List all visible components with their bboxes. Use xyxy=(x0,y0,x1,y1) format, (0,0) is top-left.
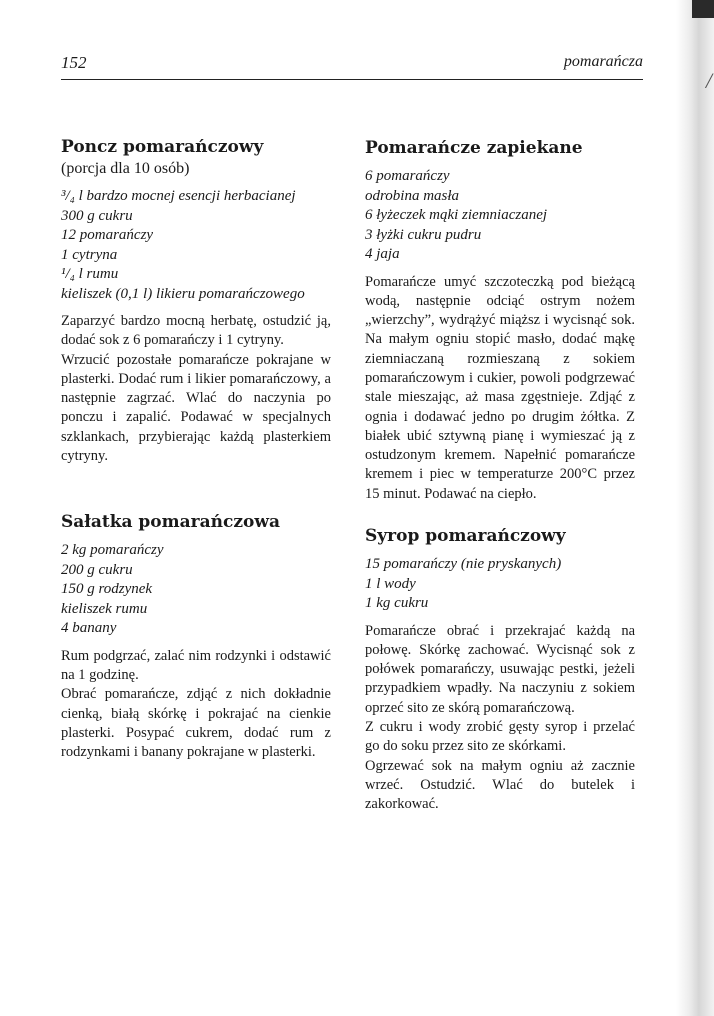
instruction-paragraph: Zaparzyć bardzo mocną herbatę, ostudzić ją, dodać sok z 6 pomarańczy i 1 cytryny. xyxy=(61,313,331,349)
ingredient-item: 200 g cukru xyxy=(61,561,133,578)
ingredient-item: 150 g rodzynek xyxy=(61,581,153,598)
recipe-title: Pomarańcze zapiekane xyxy=(365,138,583,158)
left-column xyxy=(61,137,331,763)
ingredient-list xyxy=(61,187,331,304)
recipe-instructions xyxy=(365,622,635,815)
instruction-paragraph: Rum podgrzać, zalać nim rodzynki i odstawić na 1 godzinę. xyxy=(61,647,331,684)
recipe-instructions xyxy=(365,273,635,505)
ingredient-item: ¹/₄ l rumu xyxy=(61,266,119,282)
recipe-poncz xyxy=(61,137,331,466)
page-header xyxy=(61,53,643,80)
page-number: 152 xyxy=(61,53,87,72)
ingredient-item: 4 banany xyxy=(61,620,117,637)
ingredient-item: 300 g cukru xyxy=(61,207,133,224)
ingredient-item: 3 łyżki cukru pudru xyxy=(365,226,482,243)
recipe-title: Sałatka pomarańczowa xyxy=(61,512,280,533)
recipe-pomarancze-zapiekane xyxy=(365,138,635,504)
recipe-salatka xyxy=(61,512,331,762)
recipe-instructions xyxy=(61,312,331,466)
recipe-syrop xyxy=(365,526,635,814)
ingredient-item: kieliszek (0,1 l) likieru pomarańczowego xyxy=(61,285,305,302)
ingredient-item: 1 l wody xyxy=(365,575,416,592)
ingredient-item: ³/₄ l bardzo mocnej esencji herbacianej xyxy=(61,188,296,204)
ingredient-item: 15 pomarańczy (nie pryskanych) xyxy=(365,556,562,573)
ingredient-item: kieliszek rumu xyxy=(61,600,148,617)
instruction-paragraph: Z cukru i wody zrobić gęsty syrop i przelać go do soku przez sito ze skórkami. xyxy=(365,719,635,755)
ingredient-item: 6 pomarańczy xyxy=(365,168,450,184)
ingredient-item: odrobina masła xyxy=(365,187,460,204)
recipe-instructions xyxy=(61,647,331,763)
instruction-paragraph: Obrać pomarańcze, zdjąć z nich dokładnie cienką, białą skórkę i pokrajać na cienkie plasterki. Posypać cukrem, dodać rum z rodzynkami i banany pokrajane w plasterki. xyxy=(61,686,331,761)
next-page-edge-mark: / xyxy=(705,68,712,93)
instruction-paragraph: Wrzucić pozostałe pomarańcze pokrajane w plasterki. Dodać rum i likier pomarańczowy, a następnie zagrzać. Wlać do naczynia po ponczu i zapalić. Podawać w specjalnych szklankach, przybierając każdą plasterkiem cytryny. xyxy=(61,351,331,465)
ingredient-item: 6 łyżeczek mąki ziemniaczanej xyxy=(365,207,548,223)
instruction-paragraph: Pomarańcze umyć szczoteczką pod bieżącą wodą, następnie odciąć ostrym nożem „wierzchy”, wydrążyć miąższ i wycisnąć sok. Na małym ogniu stopić masło, dodać mąkę ziemniaczaną rozmieszaną z sokiem pomarańczowym i cukier, powoli podgrzewać stale mieszając, aż masa zgęstnieje. Zdjąć z ognia i dodawać jedno po drugim żółtka. Z białek ubić sztywną pianę i wymieszać ją z ostudzonym kremem. Napełnić pomarańcze kremem i piec w temperaturze 200°C przez 15 minut. Podawać na ciepło. xyxy=(365,273,635,502)
ingredient-item: 2 kg pomarańczy xyxy=(61,542,164,559)
ingredient-list xyxy=(365,167,635,265)
instruction-paragraph: Ogrzewać sok na małym ogniu aż zacznie wrzeć. Ostudzić. Wlać do butelek i zakorkować. xyxy=(365,757,635,813)
ingredient-list xyxy=(61,541,331,639)
ingredient-item: 4 jaja xyxy=(365,246,400,262)
page-tab-marker xyxy=(692,0,714,18)
ingredient-list xyxy=(365,555,635,614)
ingredient-item: 12 pomarańczy xyxy=(61,227,154,243)
recipe-servings: (porcja dla 10 osób) xyxy=(61,160,190,177)
running-head: pomarańcza xyxy=(563,53,643,70)
instruction-paragraph: Pomarańcze obrać i przekrajać każdą na połowę. Skórkę zachować. Wycisnąć sok z połówek pomarańczy, usuwając pestki, jeżeli przypadkiem wpadły. Na naczyniu z sokiem oprzeć sito ze skórą pomarańczową. xyxy=(365,622,635,716)
recipe-title: Syrop pomarańczowy xyxy=(365,526,566,547)
ingredient-item: 1 cytryna xyxy=(61,246,118,263)
page-edge-shadow xyxy=(676,0,714,1016)
ingredient-item: 1 kg cukru xyxy=(365,595,429,612)
right-column xyxy=(365,138,635,815)
recipe-title: Poncz pomarańczowy xyxy=(61,137,264,157)
